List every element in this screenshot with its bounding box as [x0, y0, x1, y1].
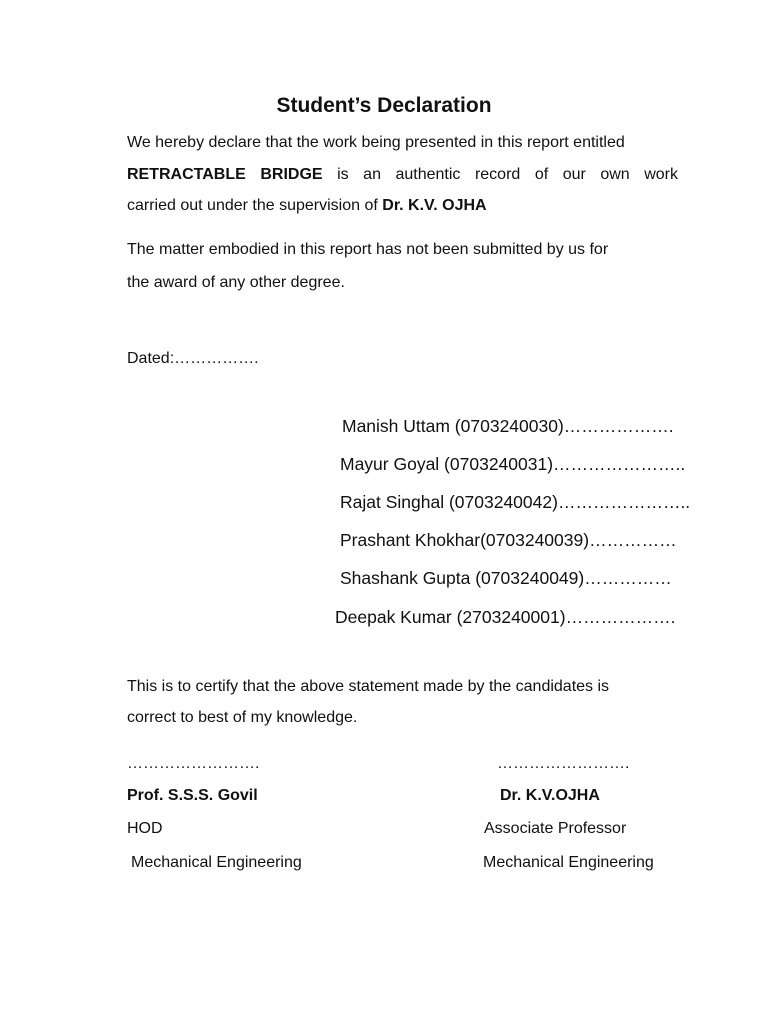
left-signature-line: ……………………. [127, 755, 260, 772]
certify-line-1: This is to certify that the above statement made by the candidates is [127, 678, 610, 695]
right-signatory-department: Mechanical Engineering [483, 854, 654, 871]
declaration-line-1: We hereby declare that the work being presented in this report entitled [127, 134, 625, 151]
student-entry: Shashank Gupta (0703240049)…………… [340, 568, 672, 588]
left-signatory-name: Prof. S.S.S. Govil [127, 787, 258, 804]
declaration-line-3 [127, 190, 678, 222]
student-entry: Deepak Kumar (2703240001)………………. [335, 607, 676, 627]
matter-line-2: the award of any other degree. [127, 274, 345, 291]
right-signatory-name: Dr. K.V.OJHA [500, 787, 600, 804]
left-signatory-department: Mechanical Engineering [131, 854, 302, 871]
certification-paragraph [127, 671, 687, 733]
left-signatory-role: HOD [127, 820, 163, 837]
right-signature-line: ……………………. [497, 755, 630, 772]
dated-field: Dated:……………. [127, 350, 259, 367]
declaration-line-2-text: is an authentic record of our own work [337, 165, 678, 183]
declaration-line-2 [127, 159, 678, 191]
supervision-text: carried out under the supervision of [127, 197, 378, 214]
right-signatory-role: Associate Professor [484, 820, 627, 837]
matter-paragraph [127, 233, 678, 299]
matter-line-1: The matter embodied in this report has not been submitted by us for [127, 241, 609, 258]
declaration-paragraph [127, 127, 678, 222]
page-title: Student’s Declaration [276, 94, 492, 117]
student-entry: Rajat Singhal (0703240042)………………….. [340, 492, 691, 512]
project-title: RETRACTABLE BRIDGE [127, 165, 323, 183]
student-entry: Mayur Goyal (0703240031)………………….. [340, 454, 686, 474]
student-entry: Prashant Khokhar(0703240039)…………… [340, 530, 677, 550]
supervisor-name: Dr. K.V. OJHA [382, 197, 487, 214]
certify-line-2: correct to best of my knowledge. [127, 709, 358, 726]
student-entry: Manish Uttam (0703240030)………………. [342, 416, 674, 436]
